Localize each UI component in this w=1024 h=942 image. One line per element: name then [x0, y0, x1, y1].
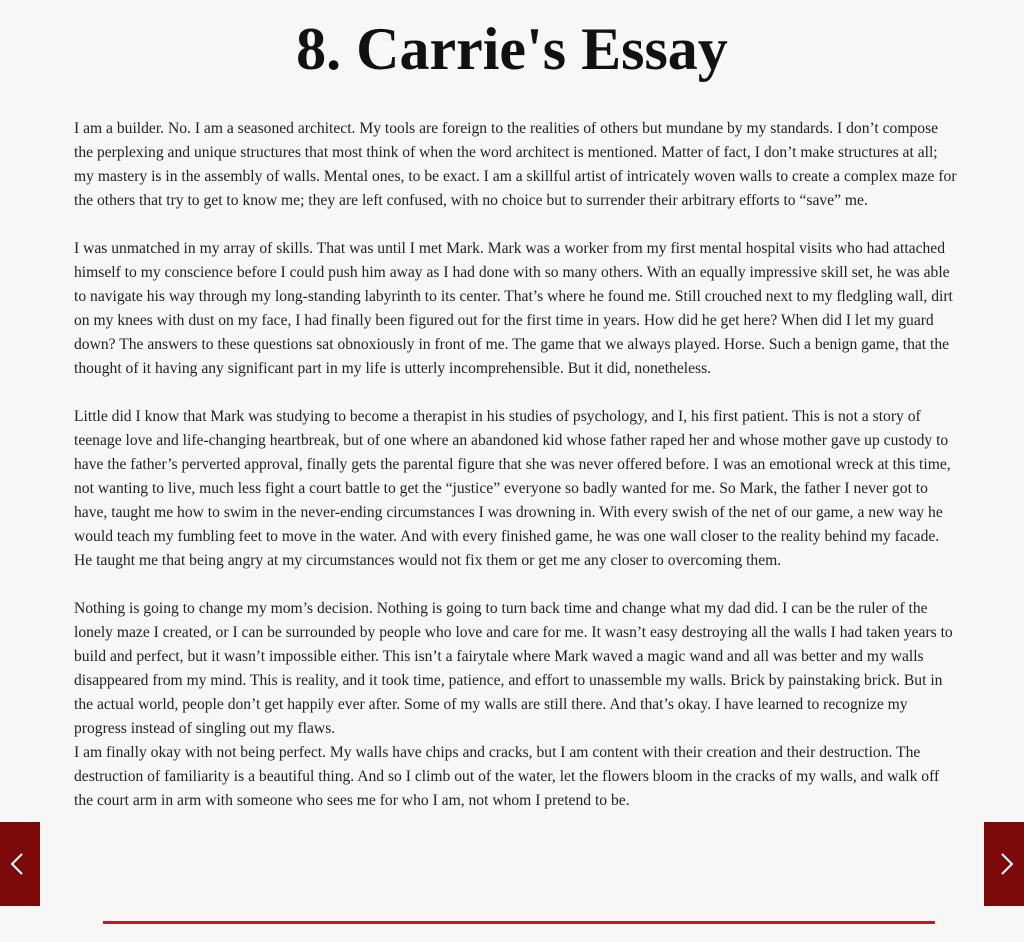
chevron-right-icon: [994, 849, 1014, 879]
previous-page-button[interactable]: [0, 822, 40, 906]
essay-body: [74, 117, 959, 813]
essay-paragraph: I am a builder. No. I am a seasoned architect. My tools are foreign to the realities of others but mundane by my standards. I don’t compose the perplexing and unique structures that most think of when the word architect is mentioned. Matter of fact, I don’t make structures at all; my mastery is in the assembly of walls. Mental ones, to be exact. I am a skillful artist of intricately woven walls to create a complex maze for the others that try to get to know me; they are left confused, with no choice but to surrender their arbitrary efforts to “save” me.: [74, 120, 957, 209]
essay-paragraph: Little did I know that Mark was studying to become a therapist in his studies of psychology, and I, his first patient. This is not a story of teenage love and life-changing heartbreak, but of one where an abandoned kid whose father raped her and whose mother gave up custody to have the father’s perverted approval, finally gets the parental figure that she was never offered before. I was an emotional wreck at this time, not wanting to live, much less fight a court battle to get the “justice” everyone so badly wanted for me. So Mark, the father I never got to have, taught me how to swim in the never-ending circumstances I was drowning in. With every swish of the net of our game, a new way he would teach my fumbling feet to move in the water. And with every finished game, he was one wall closer to the reality behind my facade. He taught me that being angry at my circumstances would not fix them or get me any closer to overcoming them.: [74, 408, 951, 569]
essay-paragraph: Nothing is going to change my mom’s decision. Nothing is going to turn back time and change what my dad did. I can be the ruler of the lonely maze I created, or I can be surrounded by people who love and care for me. It wasn’t easy destroying all the walls I had taken years to build and perfect, but it wasn’t impossible either. This isn’t a fairytale where Mark waved a magic wand and all was better and my walls disappeared from my mind. This is reality, and it took time, patience, and effort to unassemble my walls. Brick by painstaking brick. But in the actual world, people don’t get happily ever after. Some of my walls are still there. And that’s okay. I have learned to recognize my progress instead of singling out my flaws.: [74, 600, 953, 737]
footer-divider: [103, 921, 935, 924]
essay-paragraph: I was unmatched in my array of skills. That was until I met Mark. Mark was a worker from my first mental hospital visits who had attached himself to my conscience before I could push him away as I had done with so many others. With an equally impressive skill set, he was able to navigate his way through my long-standing labyrinth to its center. That’s where he found me. Still crouched next to my fledgling wall, dirt on my knees with dust on my face, I had finally been figured out for the first time in years. How did he get here? When did I let my guard down? The answers to these questions sat obnoxiously in front of me. The game that we always played. Horse. Such a benign game, that the thought of it having any significant part in my life is utterly incomprehensible. But it did, nonetheless.: [74, 240, 953, 377]
chevron-left-icon: [10, 849, 30, 879]
essay-paragraph: I am finally okay with not being perfect. My walls have chips and cracks, but I am content with their creation and their destruction. The destruction of familiarity is a beautiful thing. And so I climb out of the water, let the flowers bloom in the cracks of my walls, and walk off the court arm in arm with someone who sees me for who I am, not whom I pretend to be.: [74, 744, 940, 809]
page-title: 8. Carrie's Essay: [296, 16, 728, 82]
next-page-button[interactable]: [984, 822, 1024, 906]
